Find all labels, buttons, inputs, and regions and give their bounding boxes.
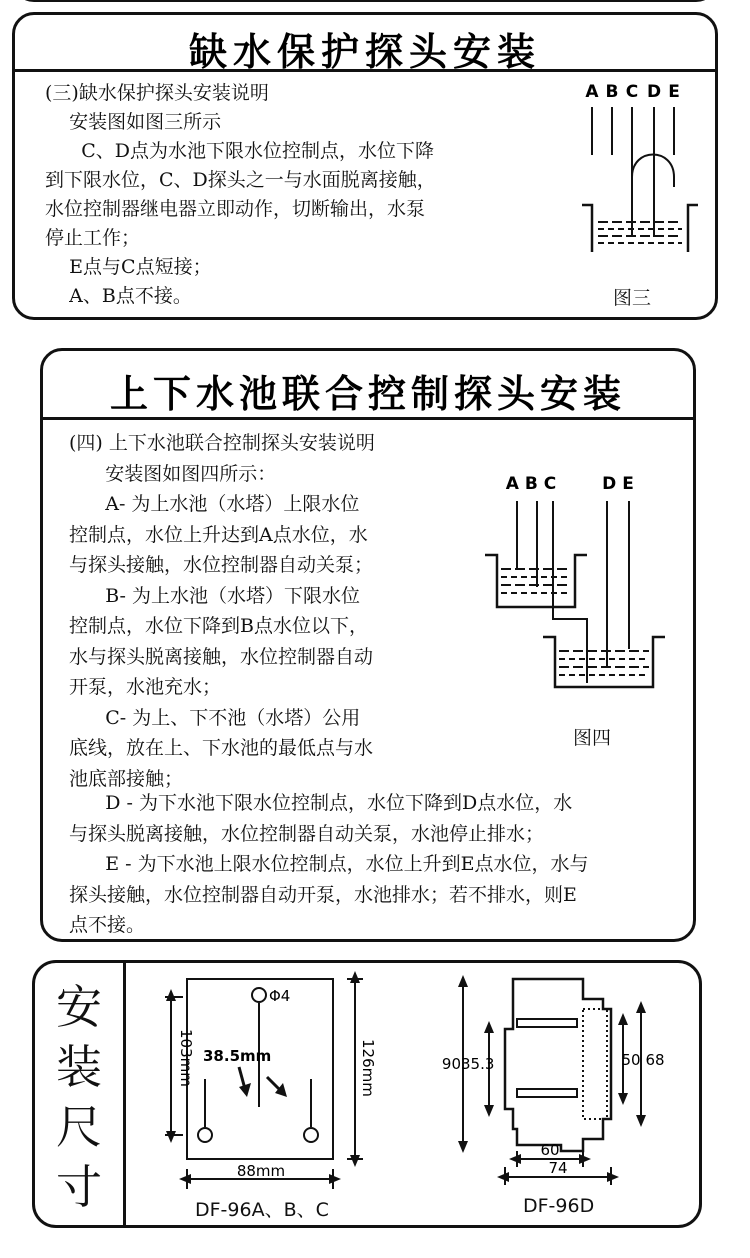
text-line: 停止工作；: [45, 227, 141, 249]
text-line: 水位控制器继电器立即动作，切断输出，水泵: [45, 198, 426, 220]
text-line: C、D点为水池下限水位控制点，水位下降: [45, 140, 435, 162]
text-line: B- 为上水池（水塔）下限水位: [69, 584, 361, 607]
text-line: 与探头接触，水位控制器自动关泵；: [69, 554, 374, 576]
drawing-df96abc: [131, 969, 401, 1199]
text-line: 水与探头脱离接触，水位控制器自动: [69, 645, 374, 668]
dim-74-label: 74: [548, 1159, 568, 1177]
text-line: A、B点不接。: [45, 285, 192, 307]
section-dual-tank-control: [40, 348, 696, 942]
section-title: 上下水池联合控制探头安装: [109, 372, 626, 416]
section-title: 缺水保护探头安装: [188, 30, 541, 74]
probe-label-d: D: [646, 82, 662, 102]
text-line: E点与C点短接；: [45, 256, 212, 278]
figure-four-diagram: [483, 467, 683, 697]
side-title-divider: [123, 963, 126, 1225]
probe-labels-lower: D E: [602, 474, 634, 494]
dim-50-label: 50: [621, 1051, 641, 1069]
side-title-char: 寸: [56, 1160, 102, 1214]
side-title-char: 安: [56, 980, 102, 1034]
text-line: C- 为上、下不池（水塔）公用: [69, 706, 361, 729]
side-title-char: 尺: [56, 1100, 102, 1154]
probe-label-a: A: [585, 82, 599, 102]
text-line: 与探头脱离接触，水位控制器自动关泵，水池停止排水；: [69, 822, 545, 845]
figure-three-diagram: [570, 77, 710, 252]
text-line: 到下限水位，C、D探头之一与水面脱离接触，: [45, 169, 436, 191]
figure-four-caption: 图四: [573, 727, 612, 749]
hole-diameter-label: Φ4: [269, 987, 291, 1005]
side-title-char: 装: [56, 1040, 102, 1094]
text-line: E - 为下水池上限水位控制点，水位上升到E点水位，水与: [69, 853, 589, 875]
text-line: 控制点，水位下降到B点水位以下，: [69, 615, 368, 637]
text-line: 安装图如图三所示: [45, 111, 222, 133]
probe-labels-upper: A B C: [505, 474, 557, 494]
probe-label-b: B: [605, 82, 619, 102]
text-line: 开泵，水池充水；: [69, 676, 222, 698]
dim-90-label: 90: [441, 1055, 461, 1073]
text-line: 探头接触，水位控制器自动开泵，水池排水；若不排水，则E: [69, 883, 577, 906]
text-line: 点不接。: [69, 914, 146, 936]
text-line: 安装图如图四所示：: [69, 462, 277, 485]
side-title: [35, 977, 123, 1217]
text-line: 控制点，水位上升达到A点水位，水: [69, 523, 368, 546]
figure-three-caption: 图三: [613, 287, 652, 309]
outer-height-label: 126mm: [359, 1039, 377, 1097]
probe-label-e: E: [668, 82, 680, 102]
section-installation-dimensions: [32, 960, 702, 1228]
model-label-df96d: DF-96D: [523, 1195, 595, 1217]
offset-label: 38.5mm: [203, 1047, 272, 1065]
text-line: (三)缺水保护探头安装说明: [45, 82, 269, 104]
dim-35-label: 35.3: [461, 1055, 495, 1073]
width-label: 88mm: [236, 1162, 286, 1180]
text-line: 池底部接触；: [69, 767, 184, 790]
text-line: 底线，放在上、下水池的最低点与水: [69, 737, 374, 759]
title-divider: [43, 417, 693, 420]
model-label-df96abc: DF-96A、B、C: [195, 1199, 329, 1221]
section-low-water-protection: [12, 12, 718, 320]
drawing-df96d: [435, 969, 695, 1199]
text-line: (四) 上下水池联合控制探头安装说明: [69, 432, 375, 454]
probe-label-c: C: [625, 82, 639, 102]
dim-60-label: 60: [540, 1141, 560, 1159]
text-line: A- 为上水池（水塔）上限水位: [69, 493, 360, 515]
text-line: D - 为下水池下限水位控制点，水位下降到D点水位，水: [69, 792, 573, 814]
title-divider: [15, 69, 715, 72]
top-panel-edge: [12, 0, 718, 2]
dim-68-label: 68: [645, 1051, 665, 1069]
inner-height-label: 103mm: [177, 1029, 195, 1087]
